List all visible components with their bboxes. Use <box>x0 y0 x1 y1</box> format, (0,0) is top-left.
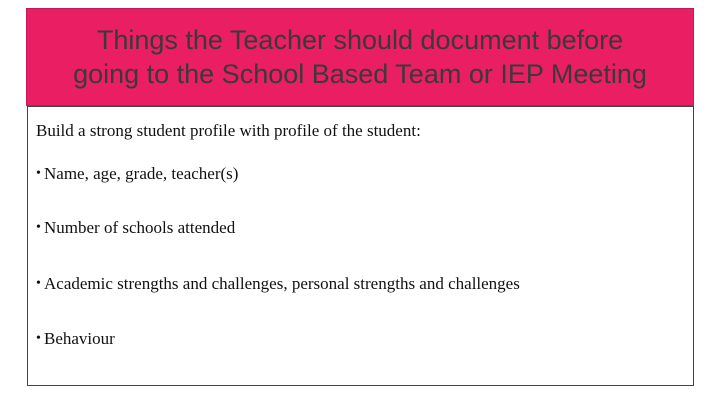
title-banner <box>26 8 694 106</box>
bullet-item-schools <box>36 218 235 238</box>
slide-title-line-2: going to the School Based Team or IEP Meeting <box>73 59 647 89</box>
slide-title-line-1: Things the Teacher should document before <box>96 25 624 55</box>
bullet-text: Number of schools attended <box>44 218 236 237</box>
bullet-text: Name, age, grade, teacher(s) <box>44 164 239 183</box>
bullet-glyph: • <box>36 331 41 346</box>
bullet-glyph: • <box>36 220 41 235</box>
bullet-text: Academic strengths and challenges, personal strengths and challenges <box>44 274 520 293</box>
bullet-item-name-age <box>36 164 238 184</box>
content-panel <box>27 106 694 386</box>
bullet-item-strengths <box>36 274 520 294</box>
intro-text: Build a strong student profile with profile of the student: <box>36 121 421 140</box>
bullet-item-behaviour <box>36 329 115 349</box>
bullet-glyph: • <box>36 276 41 291</box>
bullet-glyph: • <box>36 166 41 181</box>
bullet-text: Behaviour <box>44 329 115 348</box>
